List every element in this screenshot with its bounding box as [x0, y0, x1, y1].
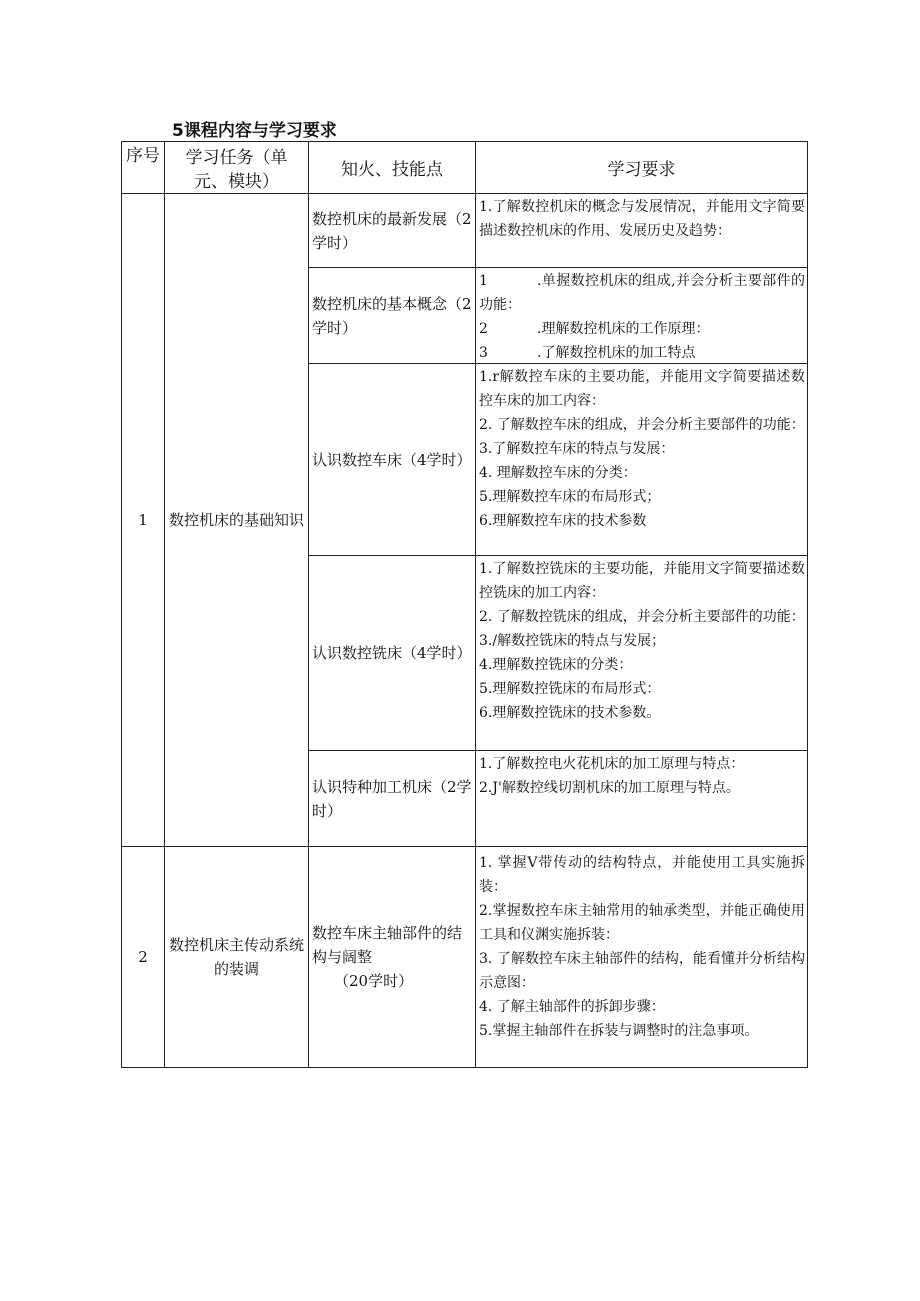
section-heading: 5课程内容与学习要求	[172, 121, 337, 141]
knowledge-cell: 认识数控车床（4学时）	[309, 364, 476, 556]
knowledge-cell: 数控车床主轴部件的结构与阔整 （20学时）	[309, 847, 476, 1068]
header-row	[122, 142, 808, 194]
requirement-line: 3. 了解数控车床主轴部件的结构，能看懂并分析结构示意图：	[479, 951, 805, 991]
table-row	[122, 194, 808, 268]
requirement-line: 6.理解数控铣床的技术参数。	[479, 705, 661, 721]
requirement-line: 2. 了解数控铣床的组成，并会分析主要部件的功能：	[479, 609, 805, 625]
header-seq: 序号	[122, 142, 165, 194]
requirement-line: 5.掌握主轴部件在拆装与调整时的注急事项。	[479, 1023, 759, 1039]
knowledge-cell: 数控机床的基本概念（2学时）	[309, 268, 476, 364]
knowledge-cell: 数控机床的最新发展（2学时）	[309, 194, 476, 268]
requirement-line: 1. 掌握V带传动的结构特点，并能使用工具实施拆装：	[479, 855, 805, 895]
knowledge-cell: 认识数控铣床（4学时）	[309, 556, 476, 751]
requirement-line: 2. 了解数控车床的组成，并会分析主要部件的功能：	[479, 417, 805, 433]
header-knowledge: 知火、技能点	[309, 142, 476, 194]
requirement-line: 2.J'解数控线切割机床的加工原理与特点。	[479, 780, 740, 796]
requirement-line: 3 .了解数控机床的加工特点	[479, 345, 696, 361]
requirement-line: 4. 理解数控车床的分类：	[479, 465, 637, 481]
requirement-line: 2 .理解数控机床的工作原理：	[479, 321, 710, 337]
knowledge-cell: 认识特种加工机床（2学时）	[309, 751, 476, 847]
table-row	[122, 847, 808, 1068]
seq-cell: 1	[122, 194, 165, 847]
requirement-line: 1.了解数控铣床的主要功能，并能用文字简要描述数控铣床的加工内容：	[479, 561, 805, 601]
requirements-cell	[476, 847, 808, 1068]
task-cell: 数控机床主传动系统的装调	[165, 847, 309, 1068]
seq-cell: 2	[122, 847, 165, 1068]
requirements-cell	[476, 194, 808, 268]
requirements-cell	[476, 364, 808, 556]
requirement-line: 1.r解数控车床的主要功能，并能用文字简要描述数控车床的加工内容：	[479, 369, 805, 409]
requirement-line: 1 .单握数控机床的组成,并会分析主要部件的功能：	[479, 273, 805, 313]
requirements-cell	[476, 268, 808, 364]
requirement-line: 3.了解数控车床的特点与发展：	[479, 441, 675, 457]
requirements-cell	[476, 556, 808, 751]
requirement-line: 2.掌握数控车床主轴常用的轴承类型，并能正确使用工具和仪渊实施拆装：	[479, 903, 805, 943]
requirement-line: 1.了解数控电火花机床的加工原理与特点：	[479, 756, 745, 772]
requirement-line: 4. 了解主轴部件的拆卸步骤：	[479, 999, 665, 1015]
requirement-line: 4.理解数控铣床的分类：	[479, 657, 633, 673]
header-task: 学习任务（单元、模块）	[165, 142, 309, 194]
requirement-line: 6.理解数控车床的技术参数	[479, 513, 647, 529]
requirements-cell	[476, 751, 808, 847]
requirement-line: 1.了解数控机床的概念与发展情况，并能用文字简要描述数控机床的作用、发展历史及趋势：	[479, 199, 805, 239]
task-cell: 数控机床的基础知识	[165, 194, 309, 847]
requirement-line: 5.理解数控车床的布局形式；	[479, 489, 661, 505]
requirement-line: 5.理解数控铣床的布局形式：	[479, 681, 661, 697]
course-content-table	[121, 141, 808, 1068]
header-requirements: 学习要求	[476, 142, 808, 194]
requirement-line: 3./解数控铣床的特点与发展；	[479, 633, 666, 649]
